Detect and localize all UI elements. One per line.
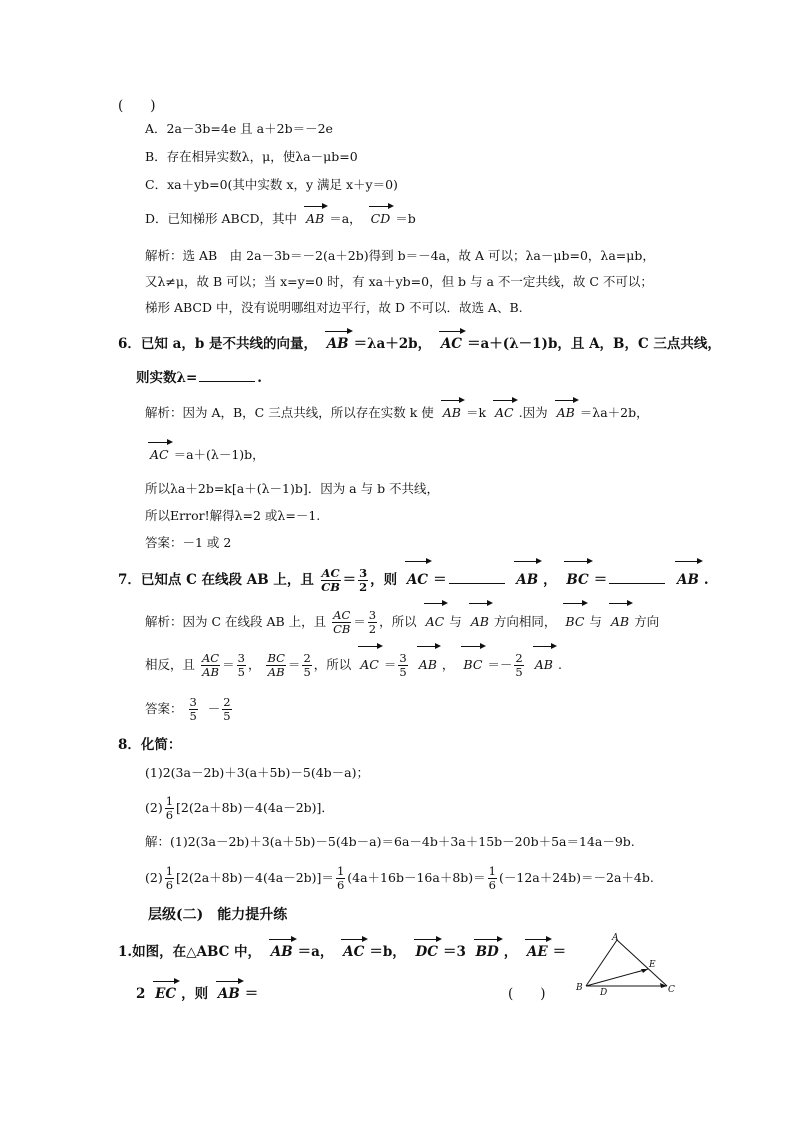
q8-solution-2-step-b: (4a＋16b－16a＋8b)＝: [347, 870, 486, 885]
vector-ab: AB: [514, 565, 540, 595]
fraction-three-fifths: [398, 652, 407, 679]
q5-option-b: B．存在相异实数λ，μ，使λa－μb=0: [145, 149, 358, 164]
q7-solution-and: 与: [449, 614, 462, 629]
q6-solution-prefix: 解析：因为 A，B，C 三点共线，所以存在实数 k 使: [145, 405, 434, 420]
q7-solution-line-1: [145, 607, 659, 637]
q1-then: ，则: [181, 986, 209, 1002]
answer-blank: [609, 571, 665, 584]
fraction-denominator: AB: [267, 665, 285, 679]
fraction-denominator: CB: [321, 580, 340, 594]
fraction-ac-over-cb: [332, 609, 351, 636]
fraction-numerator: BC: [267, 651, 285, 665]
vertex-label-a: A: [612, 933, 619, 943]
vector-ac: AC: [424, 607, 447, 637]
q6-solution-line-1: [145, 404, 649, 422]
triangle-figure: [575, 933, 675, 1003]
fraction-numerator: 3: [399, 651, 407, 665]
q7-answer: [145, 694, 234, 724]
q7-solution-so: ，所以: [379, 614, 417, 629]
vector-ab: AB: [217, 986, 240, 1002]
q5-option-a: A．2a－3b=4e 且 a＋2b＝－2e: [145, 121, 333, 136]
vector-dc: DC: [415, 944, 438, 960]
fraction-denominator: CB: [333, 622, 351, 636]
equals-sign: ＝: [552, 944, 567, 960]
q7-solution-same-direction: 方向相同，: [493, 614, 557, 629]
vector-bc: BC: [564, 565, 590, 595]
fraction-denominator: 6: [488, 878, 496, 892]
vector-ac: AC: [495, 405, 514, 420]
vector-cd: CD: [370, 211, 391, 226]
equals-sign: ＝: [353, 614, 366, 629]
equals-sign: ＝: [287, 657, 301, 672]
q8-solution-1: 解：(1)2(3a－2b)＋3(a＋5b)－5(4b－a)＝6a－4b＋3a＋15b－20b＋5a＝14a－9b.: [145, 834, 635, 849]
q6-stem-line-2: [136, 369, 262, 387]
fraction-numerator: 1: [165, 864, 174, 878]
segment-ac: [617, 940, 667, 986]
q5-option-d-end: ＝b: [395, 211, 416, 226]
q7-solution-direction: 方向: [634, 614, 660, 629]
vector-ac: AC: [440, 336, 463, 352]
fraction-ac-over-ab: [201, 652, 220, 679]
fraction-denominator: 2: [368, 622, 377, 636]
q6-solution-eq-k: ＝k: [465, 405, 487, 420]
answer-blank: [449, 571, 505, 584]
fraction-numerator: 3: [359, 566, 368, 580]
q8-title: 8．化简：: [118, 737, 182, 753]
q6-answer: 答案：－1 或 2: [145, 535, 232, 550]
fraction-numerator: 3: [237, 651, 245, 665]
comma: ，: [247, 657, 261, 672]
vector-ab: AB: [469, 607, 491, 637]
point-label-e: E: [649, 960, 656, 970]
vector-bc: BC: [563, 607, 586, 637]
q7-solution-so: ，所以: [313, 657, 352, 672]
equals-sign: ＝: [383, 657, 397, 672]
q7-solution-opposite: 相反，且: [145, 657, 196, 672]
fraction-numerator: 3: [368, 608, 377, 622]
period: .: [557, 657, 562, 672]
q8-solution-2-step-c: (－12a＋24b)＝－2a＋4b.: [498, 870, 654, 885]
q1-eq-b: ＝b，: [369, 944, 406, 960]
vector-ab: AB: [533, 650, 555, 680]
equals-sign: ＝: [342, 572, 357, 588]
q6-solution-line-4: 所以Error!解得λ=2 或λ=－1.: [145, 508, 321, 523]
fraction-three-fifths: [237, 652, 246, 679]
level-heading: 层级(二) 能力提升练: [148, 907, 288, 923]
fraction-two-fifths: [514, 652, 523, 679]
fraction-ac-over-cb: [321, 567, 341, 594]
q1-stem-line-1: [118, 943, 566, 961]
equals-sign: ＝: [222, 657, 235, 672]
point-label-d: D: [600, 988, 608, 998]
q1-coefficient: 2: [136, 986, 146, 1002]
fraction-bc-over-ab: [266, 652, 285, 679]
q8-part-2-body: [2(2a＋8b)－4(4a－2b)]．: [176, 800, 334, 815]
fraction-denominator: 6: [336, 878, 345, 892]
equals-minus: ＝－: [487, 657, 513, 672]
vector-ec: EC: [155, 986, 177, 1002]
q1-stem-prefix: 1.如图，在△ABC 中，: [118, 944, 262, 960]
fraction-numerator: AC: [333, 608, 351, 622]
answer-blank: [199, 369, 255, 382]
fraction-numerator: 3: [189, 695, 197, 709]
q6-stem-mid: ＝λa＋2b，: [353, 336, 432, 352]
fraction-denominator: 5: [399, 665, 407, 679]
vector-ab: AB: [609, 607, 631, 637]
fraction-two-fifths: [302, 652, 311, 679]
comma: ，: [441, 657, 455, 672]
q6-solution-ac-value: ＝a＋(λ－1)b，: [173, 447, 265, 462]
q5-option-d-prefix: D．已知梯形 ABCD，其中: [145, 211, 298, 226]
fraction-denominator: 5: [303, 665, 311, 679]
fraction-denominator: AB: [202, 665, 219, 679]
fraction-denominator: 5: [189, 709, 197, 723]
q8-solution-2: [145, 863, 654, 893]
q5-solution-line-3: 梯形 ABCD 中，没有说明哪组对边平行，故 D 不可以．故选 A、B.: [145, 300, 523, 315]
fraction-one-sixth: [336, 865, 345, 892]
fraction-three-fifths: [189, 696, 198, 723]
arrow-head: [641, 969, 648, 973]
fraction-denominator: 5: [515, 665, 523, 679]
minus-sign: －: [207, 701, 221, 716]
q5-solution-line-1: 解析：选 AB 由 2a－3b＝－2(a＋2b)得到 b＝－4a，故 A 可以；λa－μb=0，λa=μb，: [145, 248, 655, 263]
fraction-one-sixth: [488, 865, 497, 892]
q1-eq-a: ＝a，: [297, 944, 334, 960]
fraction-denominator: 6: [165, 808, 174, 822]
fraction-numerator: 2: [303, 651, 311, 665]
vector-ac: AC: [150, 447, 169, 462]
fraction-numerator: AC: [321, 566, 340, 580]
fraction-one-sixth: [165, 865, 174, 892]
q7-solution-prefix: 解析：因为 C 在线段 AB 上，且: [145, 614, 327, 629]
equals-sign: ＝: [433, 572, 447, 588]
q1-stem-line-2: [136, 985, 258, 1003]
vertex-label-b: B: [576, 983, 583, 993]
fraction-numerator: 1: [488, 864, 496, 878]
q5-answer-paren: ( ): [118, 98, 156, 114]
q6-stem-line-1: [118, 335, 721, 353]
fraction-three-halves: [358, 567, 368, 594]
equals-sign: ＝: [593, 572, 608, 588]
vector-ab: AB: [442, 405, 461, 420]
q6-stem-end: ＝a＋(λ－1)b，且 A，B，C 三点共线，: [467, 336, 721, 352]
q6-solution-ab-value: ＝λa＋2b，: [579, 405, 649, 420]
q1-answer-paren: ( ): [508, 986, 546, 1002]
q7-stem: [118, 565, 709, 595]
q6-solution-line-3: 所以λa＋2b=k[a＋(λ－1)b]．因为 a 与 b 不共线，: [145, 481, 440, 496]
q7-stem-then: ，则: [370, 572, 398, 588]
q8-part-2-label: (2): [145, 800, 163, 815]
q5-option-d-mid: ＝a，: [329, 211, 362, 226]
q6-stem-prefix: 6．已知 a，b 是不共线的向量，: [118, 336, 317, 352]
fraction-three-halves: [368, 609, 377, 636]
q8-solution-2-label: (2): [145, 870, 163, 885]
fraction-two-fifths: [222, 696, 231, 723]
fraction-numerator: 1: [165, 794, 174, 808]
vertex-label-c: C: [668, 985, 675, 995]
q8-part-1: (1)2(3a－2b)＋3(a＋5b)－5(4b－a)；: [145, 765, 369, 780]
q1-eq-3: ＝3: [442, 944, 466, 960]
fraction-numerator: 2: [223, 695, 231, 709]
comma: ，: [543, 572, 557, 588]
q8-solution-2-step-a: [2(2a＋8b)－4(4a－2b)]＝: [176, 870, 334, 885]
comma: ，: [503, 944, 518, 960]
q7-solution-and: 与: [589, 614, 602, 629]
equals-sign: ＝: [244, 986, 259, 1002]
vector-ac: AC: [358, 650, 381, 680]
q6-stem-period: .: [257, 370, 262, 386]
vector-bd: BD: [475, 944, 499, 960]
fraction-numerator: AC: [202, 651, 220, 665]
vector-ac: AC: [405, 565, 430, 595]
fraction-one-sixth: [165, 795, 174, 822]
vector-ab: AB: [326, 336, 349, 352]
answer-label: 答案：: [145, 701, 183, 716]
q6-solution-because: .因为: [518, 405, 548, 420]
vector-ac: AC: [343, 944, 365, 960]
q5-solution-line-2: 又λ≠μ，故 B 可以；当 x=y=0 时，有 xa＋yb=0，但 b 与 a 不一定共线，故 C 不可以；: [145, 274, 653, 289]
vector-bc: BC: [461, 650, 484, 680]
vector-ab: AB: [417, 650, 439, 680]
fraction-denominator: 5: [223, 709, 231, 723]
vector-ab: AB: [675, 565, 701, 595]
q5-option-d: [145, 210, 416, 228]
q8-part-2: [145, 793, 334, 823]
q7-solution-line-2: [145, 650, 562, 680]
fraction-denominator: 5: [237, 665, 245, 679]
fraction-numerator: 1: [336, 864, 345, 878]
q6-solution-line-2: [145, 446, 265, 464]
period: .: [703, 572, 709, 588]
vector-ab: AB: [556, 405, 575, 420]
q6-stem-ask: 则实数λ=: [136, 370, 198, 386]
q5-option-c: C．xa＋yb=0(其中实数 x，y 满足 x＋y＝0): [145, 177, 398, 192]
vector-ab: AB: [270, 944, 293, 960]
q7-stem-prefix: 7．已知点 C 在线段 AB 上，且: [118, 572, 314, 588]
fraction-denominator: 6: [165, 878, 174, 892]
vector-ae: AE: [526, 944, 548, 960]
vector-ab: AB: [306, 211, 325, 226]
fraction-numerator: 2: [515, 651, 523, 665]
fraction-denominator: 2: [359, 580, 368, 594]
